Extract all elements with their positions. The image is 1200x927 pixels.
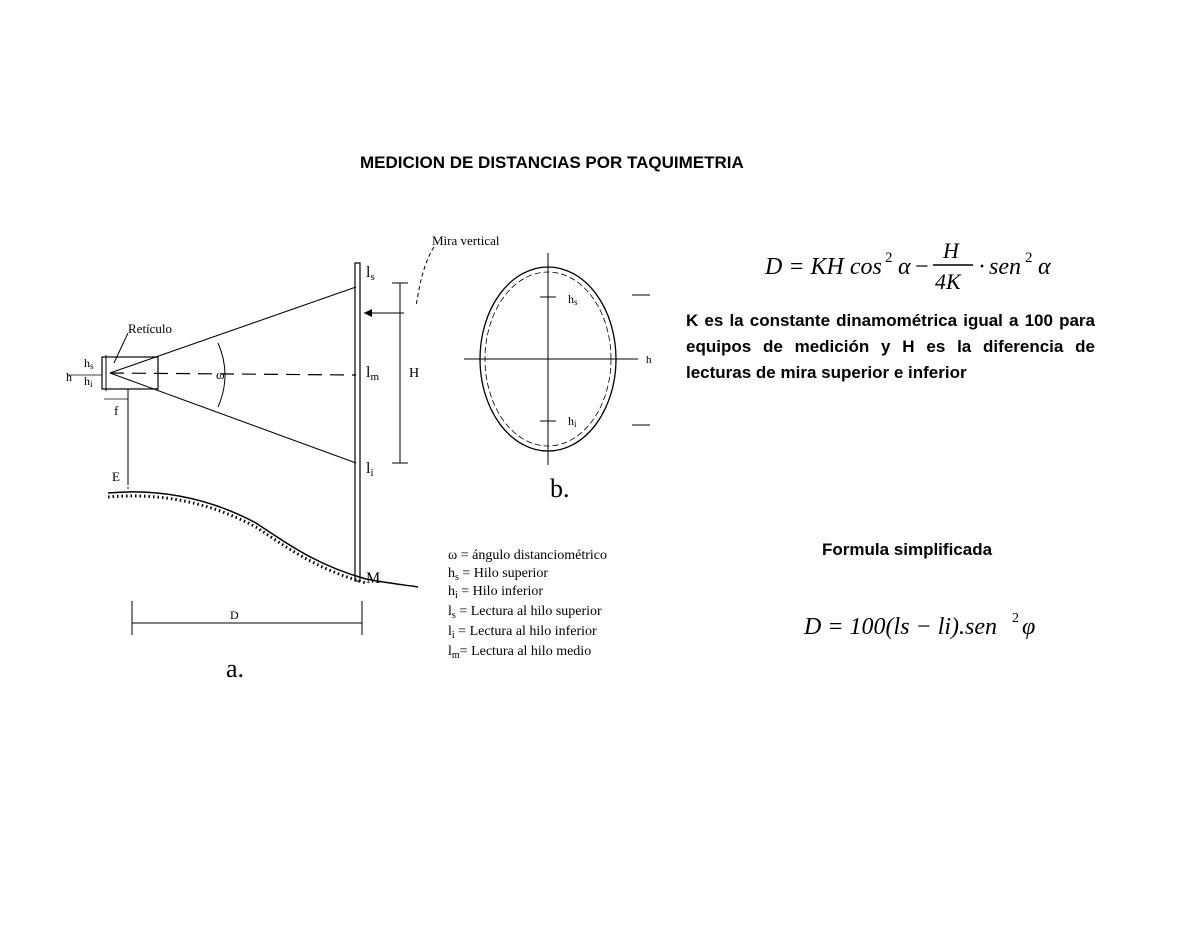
label-b-hi: hi xyxy=(568,414,577,429)
legend-item: ω = ángulo distanciométrico xyxy=(448,548,608,563)
tachymetry-diagram xyxy=(66,225,666,685)
legend-item: $h_i$ = Hilo inferior xyxy=(448,584,544,601)
middle-sight-line xyxy=(110,373,356,375)
label-f: f xyxy=(114,403,119,418)
diagram-a-labels xyxy=(66,233,500,683)
vertical-mira xyxy=(355,263,360,581)
symbol-legend xyxy=(448,548,607,661)
formula-simple-angle: φ xyxy=(1022,614,1036,640)
label-mira-vertical: Mira vertical xyxy=(432,233,500,248)
simplified-formula xyxy=(800,602,1050,646)
label-e: E xyxy=(112,469,120,484)
ground-hatch xyxy=(108,496,366,583)
label-ls: ls xyxy=(366,264,375,283)
legend-item: $l_i$ = Lectura al hilo inferior xyxy=(448,624,597,641)
diagram-b-labels xyxy=(550,292,652,503)
label-b-h: h xyxy=(646,354,652,366)
formula-main-lhs: D = KH cos xyxy=(765,254,882,280)
label-li: li xyxy=(366,460,374,479)
main-formula xyxy=(765,234,1065,296)
formula-main-angle2: α xyxy=(1038,254,1051,280)
reticulo-leader xyxy=(114,333,128,363)
caption-b: b. xyxy=(550,474,570,503)
label-H: H xyxy=(409,366,420,381)
formula-main-denominator: 4K xyxy=(935,269,961,294)
formula-main-numerator: H xyxy=(943,238,959,263)
label-hi: hi xyxy=(84,374,93,389)
formula-main-exp1: 2 xyxy=(885,250,893,266)
lower-sight-line xyxy=(110,373,356,463)
label-omega: ω xyxy=(216,367,225,382)
formula-simple-body: D = 100(ls − li).sen xyxy=(804,614,998,640)
legend-item: $l_m=$ Lectura al hilo medio xyxy=(448,644,592,661)
label-D: D xyxy=(230,608,239,622)
label-b-hs: hs xyxy=(568,292,578,307)
constant-description: K es la constante dinamométrica igual a 100 para equipos de medición y H es la diferencia de lecturas de mira superior e inferior xyxy=(686,311,1095,382)
label-reticulo: Retículo xyxy=(128,321,173,336)
mira-leader xyxy=(416,247,434,307)
page-title: MEDICION DE DISTANCIAS POR TAQUIMETRIA xyxy=(360,153,744,172)
simplified-formula-label: Formula simplificada xyxy=(822,540,993,559)
mira-arrowhead xyxy=(364,309,372,317)
formula-main-minus: − xyxy=(915,254,929,280)
legend-item: $h_s$ = Hilo superior xyxy=(448,566,549,583)
label-lm: lm xyxy=(366,364,380,383)
label-M: M xyxy=(366,570,381,587)
formula-main-exp2: 2 xyxy=(1025,250,1033,266)
formula-main-dot: · xyxy=(978,254,986,280)
formula-main-angle1: α xyxy=(898,254,911,280)
label-hs: hs xyxy=(84,356,94,371)
formula-main-sen: sen xyxy=(989,254,1021,280)
label-h: h xyxy=(66,370,72,384)
caption-a: a. xyxy=(226,654,245,683)
diagram-b xyxy=(464,253,650,465)
formula-simple-exp: 2 xyxy=(1012,611,1019,626)
legend-item: $l_s$ = Lectura al hilo superior xyxy=(448,604,602,621)
